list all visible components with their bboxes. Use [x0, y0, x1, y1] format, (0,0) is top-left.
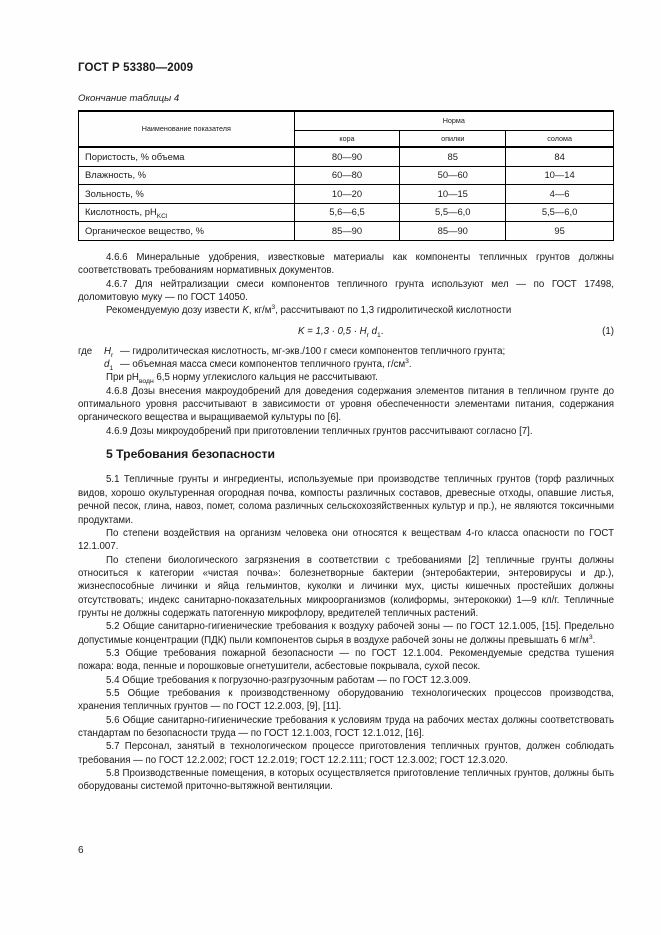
table-row — [79, 166, 614, 185]
cell-value: 5,6—6,5 — [294, 203, 400, 222]
cell-value: 60—80 — [294, 166, 400, 185]
formula-subscript: 1 — [377, 331, 381, 339]
subcolumn-header: кора — [294, 131, 400, 148]
symbol-k: K — [242, 305, 249, 317]
row-name: Органическое вещество, % — [79, 222, 295, 241]
cell-value: 10—14 — [506, 166, 614, 185]
table-row — [79, 147, 614, 166]
symbol-d1 — [104, 358, 113, 371]
cell-value: 95 — [506, 222, 614, 241]
formula-text: . — [380, 325, 384, 337]
symbol-subscript: r — [111, 351, 114, 359]
paragraph-4-6-7: 4.6.7 Для нейтрализации смеси компонентов тепличного грунта используют мел — по ГОСТ 17498, доломитовую муку — по ГОСТ 14050. — [78, 278, 614, 304]
subcolumn-header: солома — [506, 131, 614, 148]
row-name: Зольность, % — [79, 185, 295, 204]
text-run: . — [408, 359, 412, 371]
superscript: 3 — [271, 304, 276, 312]
paragraph-4-6-8: 4.6.8 Дозы внесения макроудобрений для доведения содержания элементов питания в тепличном грунте до оптимального уровня рассчитывают в зависимости от уровня обеспеченности элементами питания, содержания органического вещества и выращиваемой культуры по [6]. — [78, 385, 614, 424]
where-d1 — [78, 358, 614, 371]
document-code: ГОСТ Р 53380—2009 — [78, 62, 194, 74]
properties-table — [78, 110, 614, 241]
paragraph-5-6: 5.6 Общие санитарно-гигиенические требования к условиям труда на рабочих местах должны соответствовать стандартам по безопасности труда — по ГОСТ 12.1.003, ГОСТ 12.1.012, [16]. — [78, 714, 614, 739]
formula-1 — [78, 318, 614, 345]
table-row — [79, 222, 614, 241]
subcolumn-header: опилки — [400, 131, 506, 148]
cell-value: 5,5—6,0 — [506, 203, 614, 222]
superscript: 3 — [405, 357, 409, 365]
cell-value: 85—90 — [400, 222, 506, 241]
cell-value: 4—6 — [506, 185, 614, 204]
paragraph-lime-dose — [78, 304, 614, 317]
symbol-subscript: 1 — [109, 365, 114, 372]
cell-value: 84 — [506, 147, 614, 166]
cell-value: 85 — [400, 147, 506, 166]
table-row — [79, 203, 614, 222]
paragraph-5-8: 5.8 Производственные помещения, в которых осуществляется приготовление тепличных грунтов, должны быть оборудованы системой приточно-вытяжной вентиляции. — [78, 768, 614, 793]
paragraph-5-4: 5.4 Общие требования к погрузочно-разгрузочным работам — по ГОСТ 12.3.009. — [106, 674, 471, 686]
table-caption: Окончание таблицы 4 — [78, 93, 180, 104]
subscript: водн — [138, 378, 154, 386]
cell-value: 10—20 — [294, 185, 400, 204]
text-run: 6,5 норму углекислого кальция не рассчитывают. — [153, 372, 378, 384]
cell-value: 10—15 — [400, 185, 506, 204]
text-run: Рекомендуемую дозу извести — [106, 305, 243, 317]
text-run: , кг/м — [248, 305, 272, 317]
row-name-subscript: KCl — [156, 213, 168, 221]
row-name-text: Кислотность, pH — [85, 206, 157, 218]
row-name: Влажность, % — [79, 166, 295, 185]
text-run: При pH — [106, 372, 139, 384]
formula-text: d — [368, 325, 378, 337]
superscript: 3 — [588, 633, 593, 641]
page-number: 6 — [78, 845, 84, 856]
paragraph-5-5: 5.5 Общие требования к производственному оборудованию технологических процессов производства, хранения тепличных грунтов — по ГОСТ 12.2.003, [9], [11]. — [78, 687, 614, 713]
paragraph-5-3: 5.3 Общие требования пожарной безопасности — по ГОСТ 12.1.004. Рекомендуемые средства тушения пожара: вода, пенные и порошковые огнетушители, асбестовые покрывала, сухой песок. — [78, 647, 614, 673]
text-run: — объемная масса смеси компонентов тепличного грунта, г/см — [120, 359, 406, 371]
text-run: 5.2 Общие санитарно-гигиенические требования к воздуху рабочей зоны — по ГОСТ 12.1.005, [15]. Предельно допустимые концентрации (ПДК) пыли компонентов сырья в воздухе рабочей зоны не должны превышать 6 мг/м — [78, 621, 614, 646]
document-body — [78, 251, 614, 794]
table-header-row — [79, 111, 614, 131]
row-name — [79, 203, 295, 222]
column-header-norm: Норма — [294, 111, 613, 131]
text-run: , рассчитывают по 1,3 гидролитической кислотности — [275, 305, 512, 317]
text-run: . — [592, 634, 596, 646]
column-header-name: Наименование показателя — [79, 111, 295, 147]
symbol-text: d — [104, 359, 110, 371]
paragraph-5-1-hazard-class: По степени воздействия на организм человека они относятся к веществам 4-го класса опасности по ГОСТ 12.1.007. — [78, 527, 614, 553]
paragraph-5-1: 5.1 Тепличные грунты и ингредиенты, используемые при производстве тепличных грунтов (торф различных видов, хорошо окультуренная огородная почва, компосты различных составов, древесные отходы, опавшие листья, речной песок, глина, навоз, помет, солома различных сельскохозяйственных культур и пр.), не являются токсичными продуктами. — [78, 474, 614, 526]
paragraph-4-6-9: 4.6.9 Дозы микроудобрений при приготовлении тепличных грунтов рассчитывают согласно [7]. — [106, 425, 533, 437]
formula-expression — [298, 318, 384, 345]
symbol-text: H — [104, 345, 111, 357]
table-row — [79, 185, 614, 204]
paragraph-5-2 — [78, 620, 614, 647]
symbol-hr — [104, 345, 113, 358]
cell-value: 50—60 — [400, 166, 506, 185]
hr-description: — гидролитическая кислотность, мг-экв./100 г смеси компонентов тепличного грунта; — [120, 345, 506, 357]
paragraph-5-7: 5.7 Персонал, занятый в технологическом процессе приготовления тепличных грунтов, должен соблюдать требования — по ГОСТ 12.2.002; ГОСТ 12.2.019; ГОСТ 12.2.111; ГОСТ 12.3.002; ГОСТ 12.3.020. — [78, 741, 614, 766]
formula-number: (1) — [602, 325, 614, 337]
cell-value: 80—90 — [294, 147, 400, 166]
section-heading-5: 5 Требования безопасности — [106, 447, 275, 462]
cell-value: 85—90 — [294, 222, 400, 241]
formula-text: K = 1,3 · 0,5 · H — [298, 325, 367, 337]
paragraph-4-6-6: 4.6.6 Минеральные удобрения, известковые материалы как компоненты тепличных грунтов должны соответствовать требованиям нормативных документов. — [78, 252, 614, 277]
row-name: Пористость, % объема — [79, 147, 295, 166]
where-word: где — [78, 345, 93, 357]
paragraph-ph — [78, 371, 614, 384]
formula-subscript: r — [366, 331, 369, 339]
cell-value: 5,5—6,0 — [400, 203, 506, 222]
where-hr — [78, 345, 614, 358]
paragraph-5-1-biological: По степени биологического загрязнения в соответствии с требованиями [2] тепличные грунты должны относиться к категории «чистая почва»: болезнетворные бактерии (энтеробактерии, энтеровирусы и др.), жизнеспособные личинки и яйца гельминтов, куколки и личинки мух, цисты кишечных простейших должны отсутствовать; индекс санитарно-показательных микроорганизмов (колиформы, энтерококки) 1—9 кл/г. Тепличные грунты не должны содержать патогенную микрофлору, вредителей тепличных растений. — [78, 554, 614, 619]
d1-description — [120, 358, 412, 371]
